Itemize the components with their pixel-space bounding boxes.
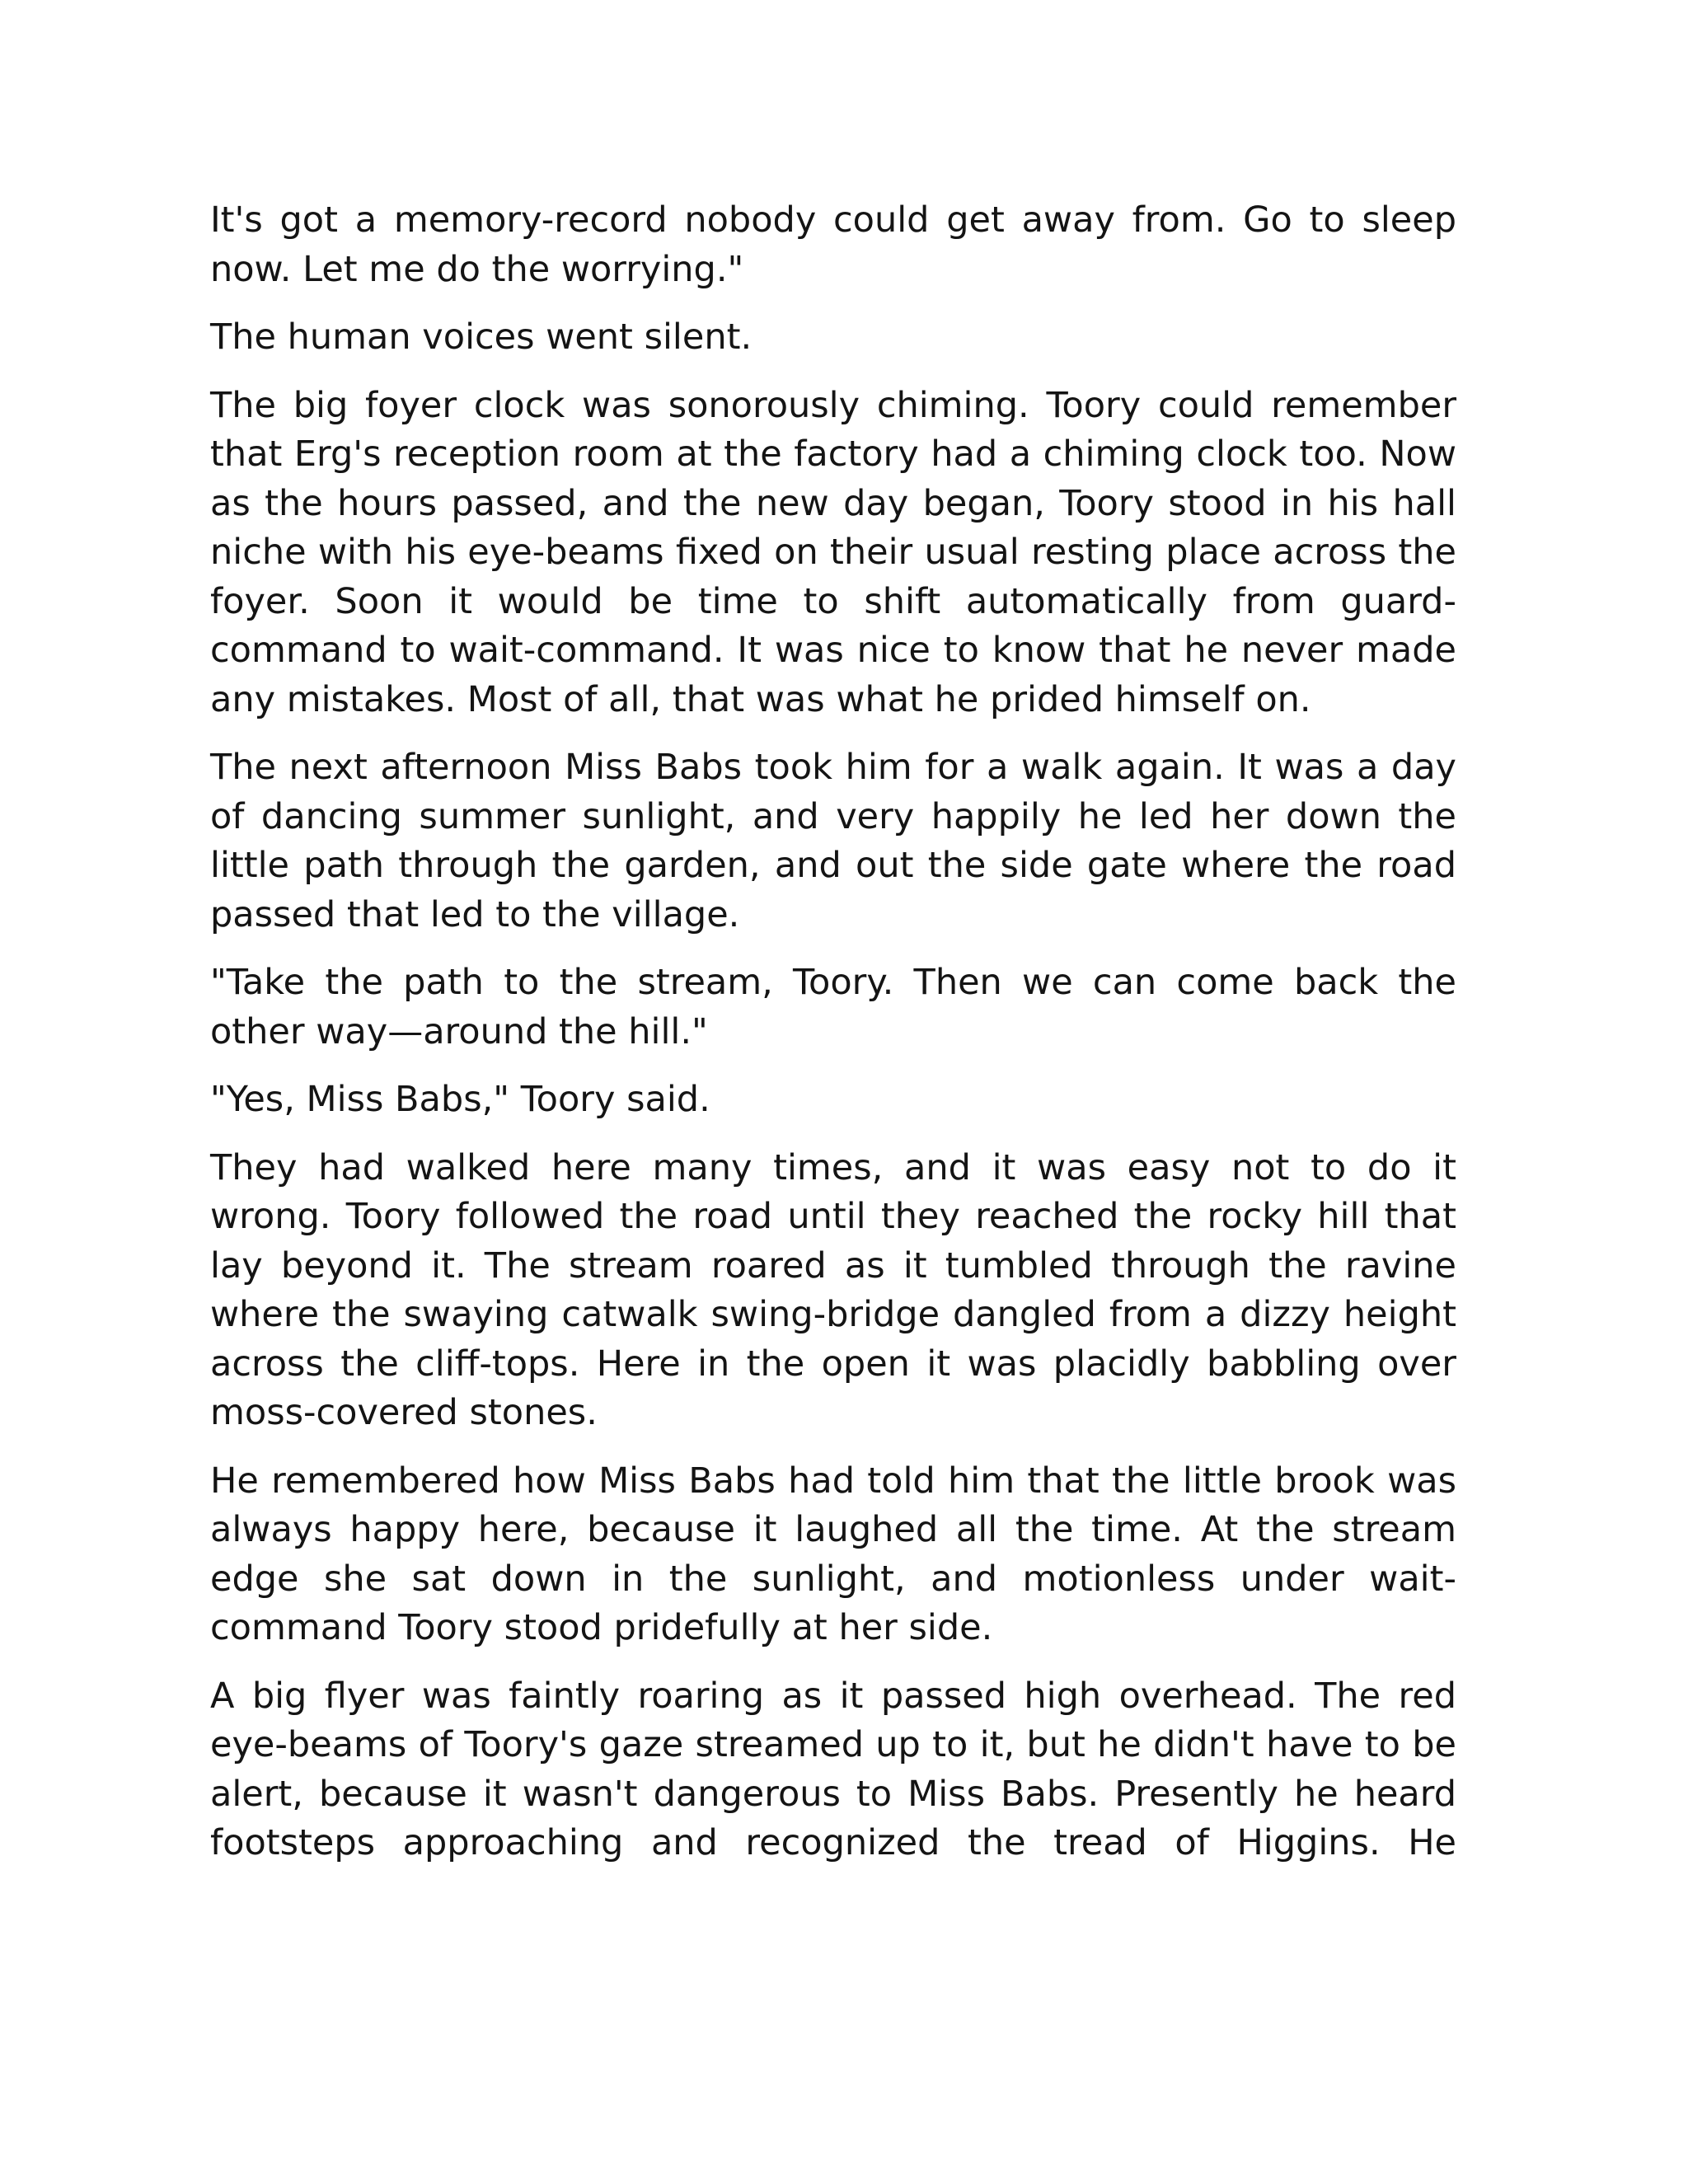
paragraph: It's got a memory-record nobody could get away from. Go to sleep now. Let me do the worrying."	[210, 199, 1456, 290]
paragraph: The next afternoon Miss Babs took him for a walk again. It was a day of dancing summer sunlight, and very happily he led her down the little path through the garden, and out the side gate where the road passed that led to the village.	[210, 747, 1456, 935]
page-body	[210, 196, 1456, 1887]
paragraph: The big foyer clock was sonorously chiming. Toory could remember that Erg's reception room at the factory had a chiming clock too. Now as the hours passed, and the new day began, Toory stood in his hall niche with his eye-beams fixed on their usual resting place across the foyer. Soon it would be time to shift automatically from guard-command to wait-command. It was nice to know that he never made any mistakes. Most of all, that was what he prided himself on.	[210, 384, 1456, 720]
paragraph: "Yes, Miss Babs," Toory said.	[210, 1079, 710, 1120]
paragraph: "Take the path to the stream, Toory. Then we can come back the other way—around the hill."	[210, 962, 1456, 1052]
paragraph: They had walked here many times, and it was easy not to do it wrong. Toory followed the road until they reached the rocky hill that lay beyond it. The stream roared as it tumbled through the ravine where the swaying catwalk swing-bridge dangled from a dizzy height across the cliff-tops. Here in the open it was placidly babbling over moss-covered stones.	[210, 1146, 1456, 1433]
paragraph-continued: A big flyer was faintly roaring as it passed high overhead. The red eye-beams of Toory's gaze streamed up to it, but he didn't have to be alert, because it wasn't dangerous to Miss Babs. Presently he heard footsteps approaching and recognized the tread of Higgins. He	[210, 1675, 1456, 1863]
paragraph: The human voices went silent.	[210, 316, 753, 358]
paragraph: He remembered how Miss Babs had told him that the little brook was always happy here, because it laughed all the time. At the stream edge she sat down in the sunlight, and motionless under wait-command Toory stood pridefully at her side.	[210, 1460, 1456, 1648]
